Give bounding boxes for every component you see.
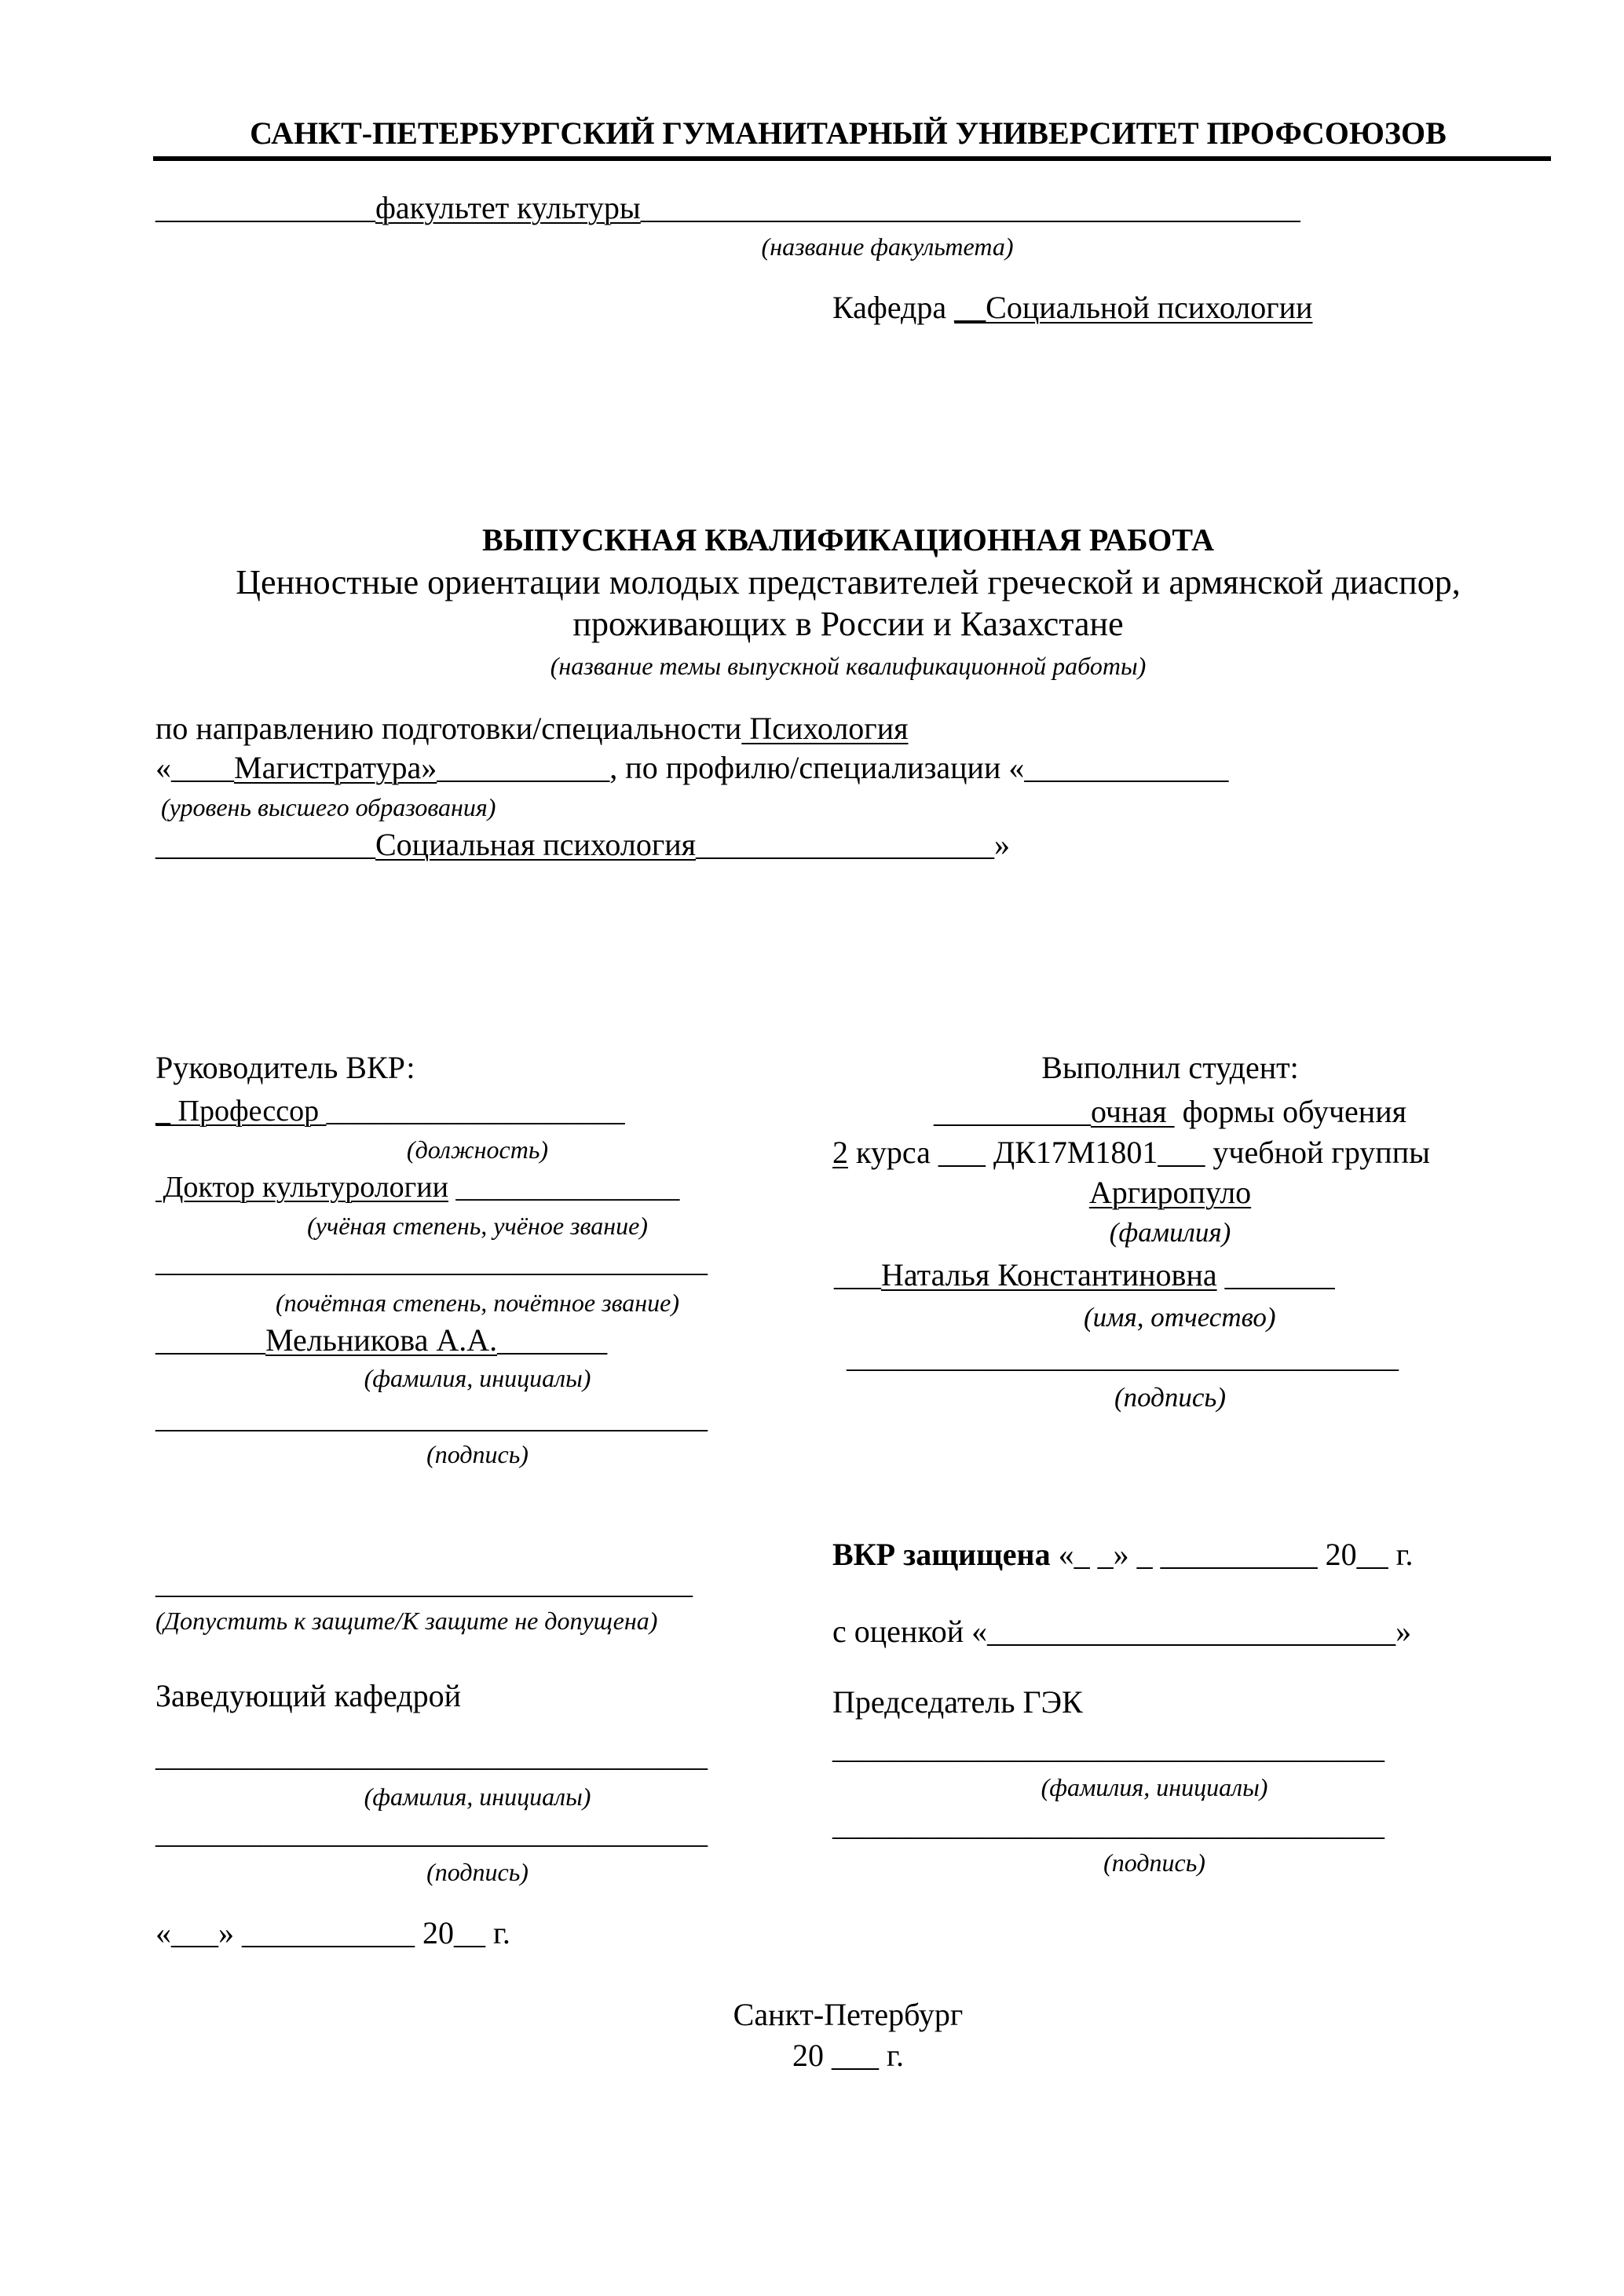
supervisor-degree-blank[interactable]: _______________ bbox=[448, 1171, 680, 1204]
student-surname-line bbox=[832, 1177, 1508, 1208]
profile-line bbox=[155, 829, 1010, 861]
profile-blank[interactable]: ________ bbox=[1103, 750, 1229, 785]
work-type-title: ВЫПУСКНАЯ КВАЛИФИКАЦИОННАЯ РАБОТА bbox=[482, 522, 1214, 558]
supervisor-name-line bbox=[155, 1322, 608, 1358]
profile-label: , по профилю/специализации «_____ bbox=[609, 750, 1103, 785]
direction-label: по направлению подготовки/специальности bbox=[155, 711, 742, 746]
surname-caption: (фамилия) bbox=[1109, 1217, 1231, 1248]
profile-close: » bbox=[994, 827, 1011, 862]
topic-line-2: проживающих в России и Казахстане bbox=[572, 605, 1124, 643]
course-group-label: курса ___ ДК17М1801___ учебной группы bbox=[848, 1135, 1430, 1170]
faculty-suffix-blank[interactable]: __________________________________________ bbox=[640, 190, 1300, 225]
grade-close: » bbox=[1395, 1614, 1412, 1649]
department-label: Кафедра bbox=[832, 290, 955, 325]
gek-chair-label: Председатель ГЭК bbox=[832, 1684, 1083, 1720]
student-surname[interactable]: Аргиропуло bbox=[1088, 1175, 1252, 1210]
direction-line bbox=[155, 713, 909, 744]
admission-decision-caption: (Допустить к защите/К защите не допущена) bbox=[155, 1607, 658, 1635]
level-blank[interactable]: ___________ bbox=[437, 750, 610, 785]
degree-caption: (учёная степень, учёное звание) bbox=[307, 1212, 648, 1240]
student-signature-blank[interactable]: _____________________________________ bbox=[847, 1341, 1399, 1374]
head-signature-caption: (подпись) bbox=[426, 1858, 529, 1886]
defense-line bbox=[832, 1539, 1413, 1570]
gek-signature-caption: (подпись) bbox=[1103, 1848, 1205, 1877]
defense-label: ВКР защищена bbox=[832, 1537, 1051, 1572]
department-line bbox=[832, 292, 1312, 324]
profile-prefix-blank[interactable]: ______________ bbox=[155, 827, 375, 862]
defense-date[interactable]: «_ _» _ __________ 20__ г. bbox=[1050, 1537, 1414, 1572]
gek-name-caption: (фамилия, инициалы) bbox=[1041, 1773, 1268, 1801]
supervisor-signature-blank[interactable]: _____________________________________ bbox=[155, 1402, 708, 1435]
student-name-line bbox=[834, 1257, 1335, 1292]
gek-name-blank[interactable]: _____________________________________ bbox=[832, 1732, 1384, 1765]
student-name[interactable]: Наталья Константиновна bbox=[881, 1257, 1217, 1292]
student-name-prefix[interactable]: ___ bbox=[834, 1257, 881, 1292]
profile-suffix-blank[interactable]: ___________________ bbox=[696, 827, 995, 862]
supervisor-degree[interactable]: Доктор культурологии bbox=[155, 1171, 448, 1204]
header-rule bbox=[153, 156, 1551, 161]
student-name-suffix[interactable]: _______ bbox=[1216, 1257, 1335, 1292]
level-open: «____ bbox=[155, 750, 234, 785]
student-heading: Выполнил студент: bbox=[1041, 1050, 1299, 1085]
supervisor-position-blank[interactable]: ____________________ bbox=[326, 1095, 625, 1128]
supervisor-position-line bbox=[155, 1096, 625, 1126]
head-of-department-label: Заведующий кафедрой bbox=[155, 1678, 462, 1713]
study-form-line bbox=[832, 1096, 1508, 1128]
supervisor-name-suffix[interactable]: _______ bbox=[497, 1322, 608, 1358]
head-signature-blank[interactable]: _____________________________________ bbox=[155, 1817, 708, 1850]
topic-caption: (название темы выпускной квалификационной работы) bbox=[550, 652, 1147, 680]
student-signature-caption: (подпись) bbox=[1114, 1382, 1227, 1413]
supervisor-honorary-blank[interactable]: _____________________________________ bbox=[155, 1245, 708, 1278]
student-name-caption: (имя, отчество) bbox=[1084, 1302, 1276, 1333]
supervisor-name[interactable]: Мельникова А.А. bbox=[265, 1322, 498, 1358]
study-form-prefix[interactable]: __________ bbox=[933, 1094, 1091, 1129]
head-name-blank[interactable]: _____________________________________ bbox=[155, 1740, 708, 1773]
direction-value[interactable]: Психология bbox=[741, 711, 909, 746]
admission-date[interactable]: «___» ___________ 20__ г. bbox=[155, 1915, 510, 1951]
supervisor-heading: Руководитель ВКР: bbox=[155, 1050, 415, 1085]
level-value[interactable]: Магистратура» bbox=[234, 750, 437, 785]
gek-signature-blank[interactable]: _____________________________________ bbox=[832, 1809, 1384, 1842]
honorary-caption: (почётная степень, почётное звание) bbox=[275, 1289, 680, 1317]
supervisor-name-prefix[interactable]: _______ bbox=[155, 1322, 265, 1358]
course-value[interactable]: 2 bbox=[832, 1135, 848, 1170]
supervisor-degree-line bbox=[155, 1172, 679, 1202]
profile-value[interactable]: Социальная психология bbox=[375, 827, 697, 862]
supervisor-position[interactable]: _ Профессор bbox=[155, 1095, 327, 1128]
admission-decision-blank[interactable]: ____________________________________ bbox=[155, 1567, 693, 1600]
position-caption: (должность) bbox=[406, 1135, 549, 1164]
grade-line bbox=[832, 1616, 1411, 1647]
grade-label: с оценкой « bbox=[832, 1614, 988, 1649]
topic-line-1: Ценностные ориентации молодых представителей греческой и армянской диаспор, bbox=[236, 563, 1461, 601]
faculty-prefix-blank[interactable]: ______________ bbox=[155, 190, 375, 225]
course-group-line bbox=[832, 1137, 1430, 1168]
university-name: САНКТ-ПЕТЕРБУРГСКИЙ ГУМАНИТАРНЫЙ УНИВЕРСИТЕТ ПРОФСОЮЗОВ bbox=[250, 115, 1447, 151]
year: 20 ___ г. bbox=[792, 2038, 904, 2073]
faculty-line bbox=[155, 192, 1300, 224]
level-line bbox=[155, 752, 1228, 784]
city: Санкт-Петербург bbox=[733, 1997, 964, 2032]
study-form-label: формы обучения bbox=[1174, 1094, 1407, 1129]
head-name-caption: (фамилия, инициалы) bbox=[364, 1782, 591, 1811]
supervisor-signature-caption: (подпись) bbox=[426, 1440, 529, 1468]
level-caption: (уровень высшего образования) bbox=[161, 793, 496, 821]
faculty-name[interactable]: факультет культуры bbox=[375, 190, 641, 225]
faculty-caption: (название факультета) bbox=[761, 232, 1014, 261]
study-form-value[interactable]: очная bbox=[1090, 1094, 1175, 1129]
grade-blank[interactable]: __________________________ bbox=[987, 1614, 1396, 1649]
department-name[interactable]: __Социальной психологии bbox=[954, 290, 1313, 325]
supervisor-name-caption: (фамилия, инициалы) bbox=[364, 1364, 591, 1392]
